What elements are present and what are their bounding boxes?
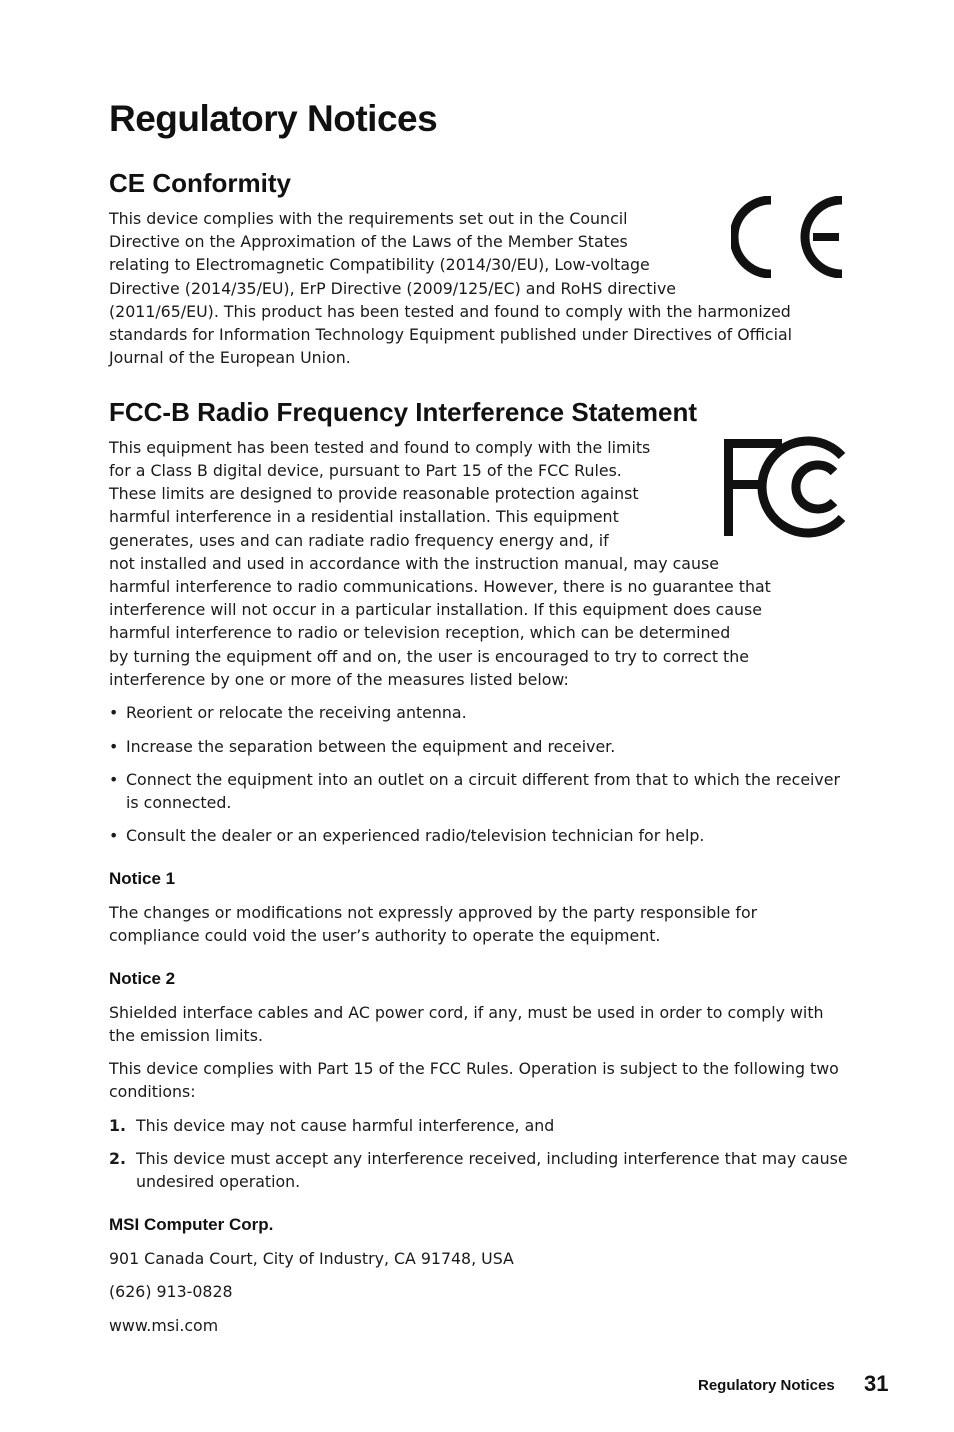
fcc-line: harmful interference to radio communications. However, there is no guarantee that bbox=[109, 577, 771, 596]
notice-1-text: The changes or modifications not expressly approved by the party responsible for compliance could void the user’s authority to operate the equipment. bbox=[109, 903, 758, 946]
bullet-mark: • bbox=[109, 737, 119, 756]
condition-item bbox=[109, 1114, 848, 1137]
fcc-line: harmful interference in a residential installation. This equipment bbox=[109, 507, 619, 526]
fcc-line: interference by one or more of the measures listed below: bbox=[109, 670, 569, 689]
list-item bbox=[109, 824, 846, 847]
notice-2-text-2: This device complies with Part 15 of the FCC Rules. Operation is subject to the following two conditions: bbox=[109, 1059, 839, 1102]
condition-number: 2. bbox=[109, 1149, 126, 1168]
ce-line: Journal of the European Union. bbox=[109, 348, 351, 367]
condition-item bbox=[109, 1147, 848, 1193]
bullet-mark: • bbox=[109, 826, 119, 845]
company-phone: (626) 913-0828 bbox=[109, 1282, 233, 1301]
fcc-logo bbox=[722, 436, 846, 538]
notice-2-heading: Notice 2 bbox=[109, 969, 176, 988]
ce-mark-logo bbox=[731, 196, 847, 278]
bullet-mark: • bbox=[109, 703, 119, 722]
bullet-text: Reorient or relocate the receiving antenna. bbox=[126, 703, 467, 722]
ce-line: standards for Information Technology Equipment published under Directives of Official bbox=[109, 325, 793, 344]
fcc-line: This equipment has been tested and found to comply with the limits bbox=[109, 438, 651, 457]
bullet-mark: • bbox=[109, 770, 119, 789]
list-item bbox=[109, 735, 846, 758]
bullet-text: Consult the dealer or an experienced radio/television technician for help. bbox=[126, 826, 705, 845]
page-number: 31 bbox=[864, 1371, 889, 1396]
fcc-line: generates, uses and can radiate radio frequency energy and, if bbox=[109, 531, 609, 550]
page-title: Regulatory Notices bbox=[109, 98, 438, 139]
ce-line: Directive (2014/35/EU), ErP Directive (2009/125/EC) and RoHS directive bbox=[109, 279, 677, 298]
notice-2-text: Shielded interface cables and AC power cord, if any, must be used in order to comply with the emission limits. bbox=[109, 1003, 824, 1046]
ce-line: This device complies with the requirements set out in the Council bbox=[109, 209, 628, 228]
fcc-line: not installed and used in accordance with the instruction manual, may cause bbox=[109, 554, 719, 573]
fcc-line: by turning the equipment off and on, the user is encouraged to try to correct the bbox=[109, 647, 749, 666]
condition-number: 1. bbox=[109, 1116, 126, 1135]
fcc-line: for a Class B digital device, pursuant to Part 15 of the FCC Rules. bbox=[109, 461, 622, 480]
fcc-line: interference will not occur in a particular installation. If this equipment does cause bbox=[109, 600, 762, 619]
ce-heading: CE Conformity bbox=[109, 168, 291, 198]
ce-line: relating to Electromagnetic Compatibility (2014/30/EU), Low-voltage bbox=[109, 255, 650, 274]
company-name: MSI Computer Corp. bbox=[109, 1215, 274, 1234]
condition-text: This device may not cause harmful interference, and bbox=[136, 1116, 555, 1135]
company-website: www.msi.com bbox=[109, 1316, 219, 1335]
ce-line: Directive on the Approximation of the Laws of the Member States bbox=[109, 232, 628, 251]
fcc-line: harmful interference to radio or television reception, which can be determined bbox=[109, 623, 731, 642]
fcc-heading: FCC-B Radio Frequency Interference Statement bbox=[109, 397, 698, 427]
ce-line: (2011/65/EU). This product has been tested and found to comply with the harmonized bbox=[109, 302, 791, 321]
bullet-text: Connect the equipment into an outlet on a circuit different from that to which the receiver is connected. bbox=[126, 770, 840, 813]
list-item bbox=[109, 768, 846, 814]
bullet-text: Increase the separation between the equipment and receiver. bbox=[126, 737, 616, 756]
company-address: 901 Canada Court, City of Industry, CA 91748, USA bbox=[109, 1249, 514, 1268]
fcc-line: These limits are designed to provide reasonable protection against bbox=[109, 484, 639, 503]
list-item bbox=[109, 701, 846, 724]
footer-section-label: Regulatory Notices bbox=[698, 1377, 835, 1394]
notice-1-heading: Notice 1 bbox=[109, 869, 176, 888]
condition-text: This device must accept any interference received, including interference that may cause undesired operation. bbox=[136, 1149, 848, 1192]
